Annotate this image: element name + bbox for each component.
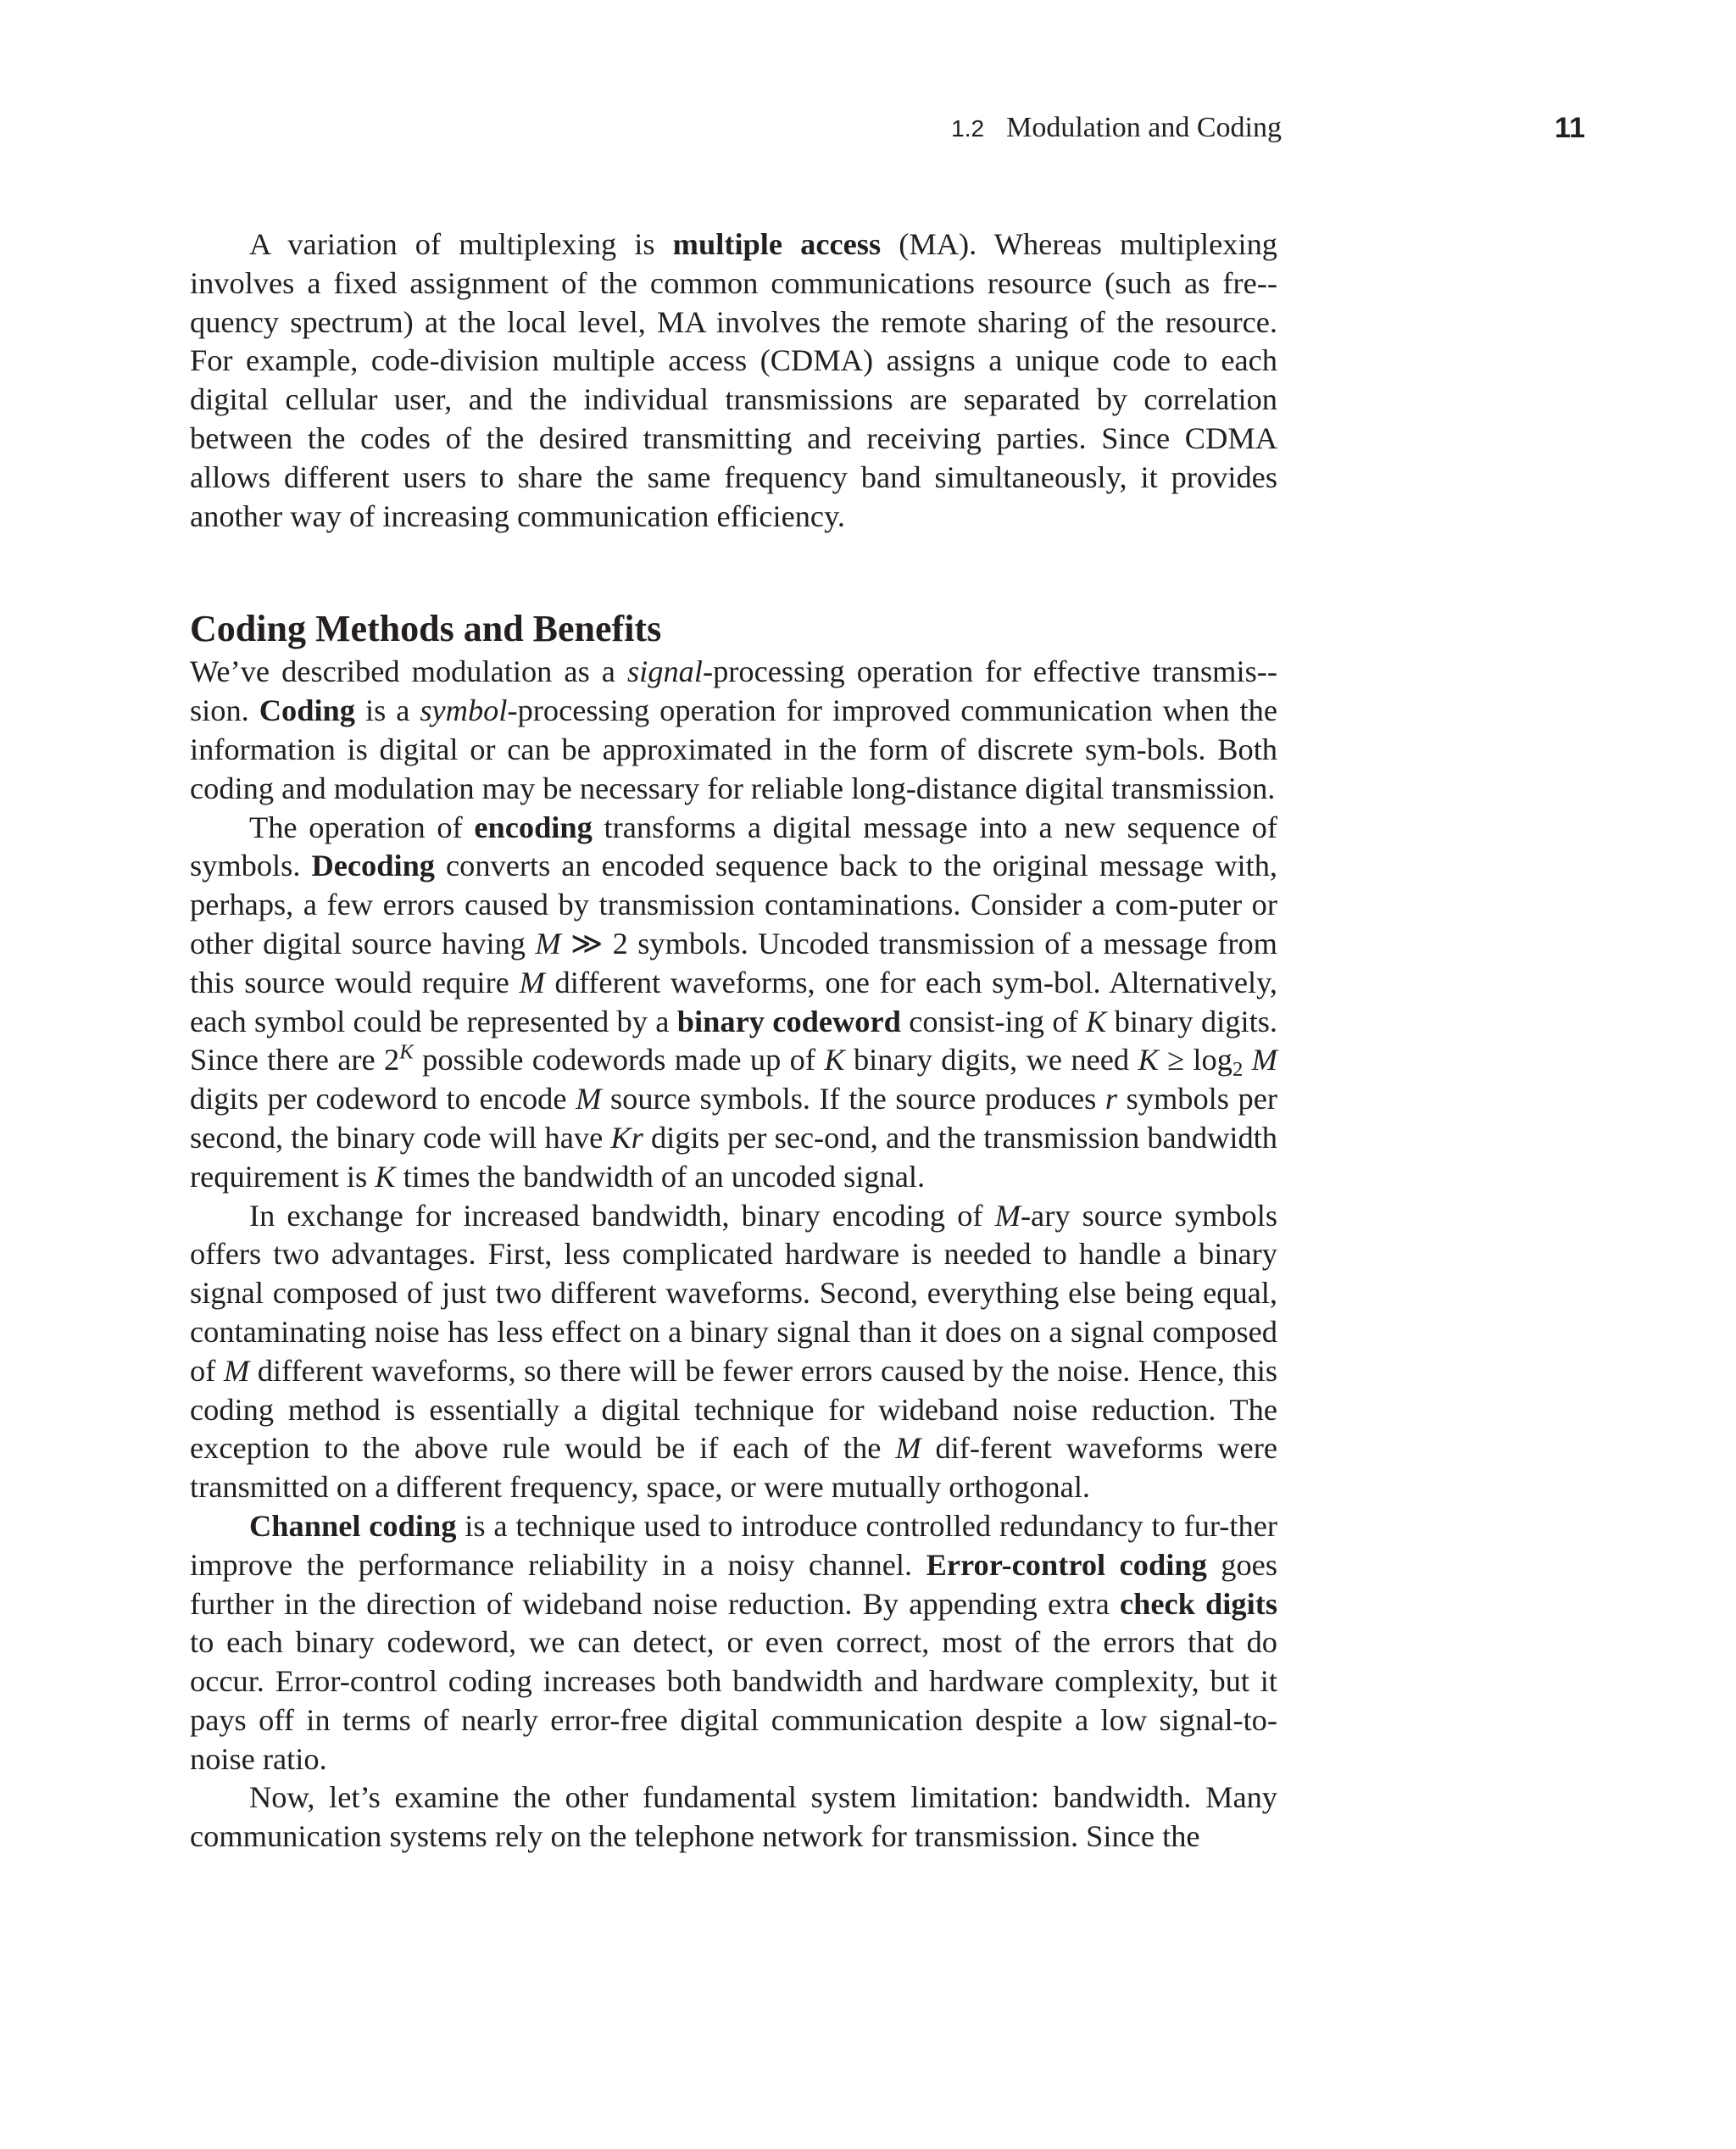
paragraph-multiple-access bbox=[190, 225, 1277, 536]
math-variable: M bbox=[1251, 1043, 1277, 1077]
text-run: The operation of bbox=[249, 810, 475, 844]
paragraph-bandwidth bbox=[190, 1779, 1277, 1857]
page-number: 11 bbox=[1555, 112, 1585, 144]
math-variable: M bbox=[223, 1353, 250, 1388]
text-run: converts an encoded sequence back to the original message with, perhaps, a few errors caused by transmission contaminations. Consider a com-puter or other digital source having bbox=[190, 849, 1277, 960]
section-number: 1.2 bbox=[951, 115, 985, 142]
text-run: to each binary codeword, we can detect, or even correct, most of the errors that do occur. Error-control coding increases both bandwidth and hardware complexity, but it pays off in terms of nearly error-free digital communication despite a low signal-to-noise ratio. bbox=[190, 1625, 1277, 1776]
math-variable: r bbox=[1104, 1082, 1118, 1116]
text-run: ≥ log bbox=[1158, 1043, 1232, 1077]
running-head bbox=[932, 107, 1282, 150]
math-variable: M bbox=[994, 1198, 1021, 1233]
text-run: -processing operation for improved communication when the information is digital or can be approximated in the form of discrete sym-bols. Both coding and modulation may be necessary for reliable long-distance digital transmission. bbox=[190, 693, 1278, 805]
text-run: binary digits, we need bbox=[844, 1043, 1138, 1077]
text-run: -ary source symbols offers two advantages. First, less complicated hardware is needed to handle a binary signal composed of just two different waveforms. Second, everything else being equal, contaminating noise has less effect on a binary signal than it does on a signal composed of bbox=[190, 1198, 1277, 1388]
paragraph-advantages bbox=[190, 1197, 1277, 1507]
paragraph-channel-coding bbox=[190, 1507, 1277, 1779]
text-run: different waveforms, so there will be fewer errors caused by the noise. Hence, this coding method is essentially a digital technique for wideband noise reduction. The exception to the above rule would be if each of the bbox=[190, 1353, 1277, 1466]
math-variable: Kr bbox=[610, 1120, 643, 1155]
text-run: consist-ing of bbox=[900, 1004, 1087, 1038]
text-run: A variation of multiplexing is bbox=[249, 227, 673, 261]
text-run: transforms a digital message into a new sequence of symbols. bbox=[190, 810, 1277, 883]
section-title: Modulation and Coding bbox=[1006, 112, 1282, 143]
text-run: digits per codeword to encode bbox=[190, 1082, 576, 1116]
text-run: (MA). Whereas multiplexing involves a fixed assignment of the common communications resource (such as fre-quency spectrum) at the local level, MA involves the remote sharing of the resource. For example, code-division multiple access (CDMA) assigns a unique code to each digital cellular user, and the individual transmissions are separated by correlation between the codes of the desired transmitting and receiving parties. Since CDMA allows different users to share the same frequency band simultaneously, it provides another way of increasing communication efficiency. bbox=[190, 227, 1277, 533]
term-channel-coding: Channel coding bbox=[249, 1508, 457, 1543]
text-run: is a technique used to introduce controlled redundancy to fur-ther improve the performance reliability in a noisy channel. bbox=[190, 1508, 1278, 1582]
term-encoding: encoding bbox=[474, 810, 593, 844]
math-variable: M bbox=[576, 1082, 602, 1116]
section-heading: Coding Methods and Benefits bbox=[190, 608, 662, 650]
term-decoding: Decoding bbox=[311, 849, 436, 883]
math-variable: K bbox=[375, 1159, 396, 1194]
term-multiple-access: multiple access bbox=[672, 227, 882, 261]
text-run: source symbols. If the source produces bbox=[601, 1082, 1105, 1116]
paragraph-coding-intro bbox=[190, 653, 1277, 808]
emphasis-symbol: symbol bbox=[420, 693, 508, 728]
text-run: Now, let’s examine the other fundamental system limitation: bandwidth. Many communication systems rely on the telephone network for transmission. Since the bbox=[190, 1780, 1277, 1854]
text-run: different waveforms, one for each sym-bol. Alternatively, each symbol could be represented by a bbox=[190, 965, 1278, 1038]
math-variable: K bbox=[824, 1043, 845, 1077]
text-run: binary digits. Since there are 2 bbox=[190, 1004, 1277, 1077]
math-variable: K bbox=[1138, 1043, 1159, 1077]
text-run: symbols per second, the binary code will have bbox=[190, 1082, 1277, 1155]
paragraph-encoding bbox=[190, 809, 1277, 1197]
math-variable: M bbox=[535, 926, 561, 960]
text-run bbox=[1243, 1043, 1251, 1077]
term-check-digits: check digits bbox=[1119, 1586, 1277, 1621]
term-coding: Coding bbox=[259, 693, 355, 728]
emphasis-signal: signal bbox=[627, 654, 703, 689]
text-run: is a bbox=[355, 693, 420, 728]
math-variable: M bbox=[895, 1431, 921, 1466]
text-run: dif-ferent waveforms were transmitted on a different frequency, space, or were mutually orthogonal. bbox=[190, 1431, 1277, 1505]
text-run: We’ve described modulation as a bbox=[190, 654, 628, 689]
text-run: possible codewords made up of bbox=[413, 1043, 825, 1077]
term-binary-codeword: binary codeword bbox=[676, 1004, 901, 1038]
text-run: times the bandwidth of an uncoded signal. bbox=[395, 1159, 926, 1194]
math-variable: K bbox=[1086, 1004, 1107, 1038]
math-subscript: 2 bbox=[1232, 1058, 1244, 1082]
body-text bbox=[190, 225, 1277, 1857]
math-superscript: K bbox=[399, 1040, 414, 1064]
text-run: In exchange for increased bandwidth, binary encoding of bbox=[249, 1198, 995, 1233]
text-run: goes further in the direction of wideband noise reduction. By appending extra bbox=[190, 1547, 1277, 1621]
text-run: digits per sec-ond, and the transmission bandwidth requirement is bbox=[190, 1120, 1277, 1194]
math-variable: M bbox=[519, 965, 545, 999]
text-run: -processing operation for effective transmis-sion. bbox=[190, 654, 1277, 728]
term-error-control-coding: Error-control coding bbox=[926, 1547, 1207, 1582]
text-run: ≫ 2 symbols. Uncoded transmission of a message from this source would require bbox=[190, 926, 1277, 999]
